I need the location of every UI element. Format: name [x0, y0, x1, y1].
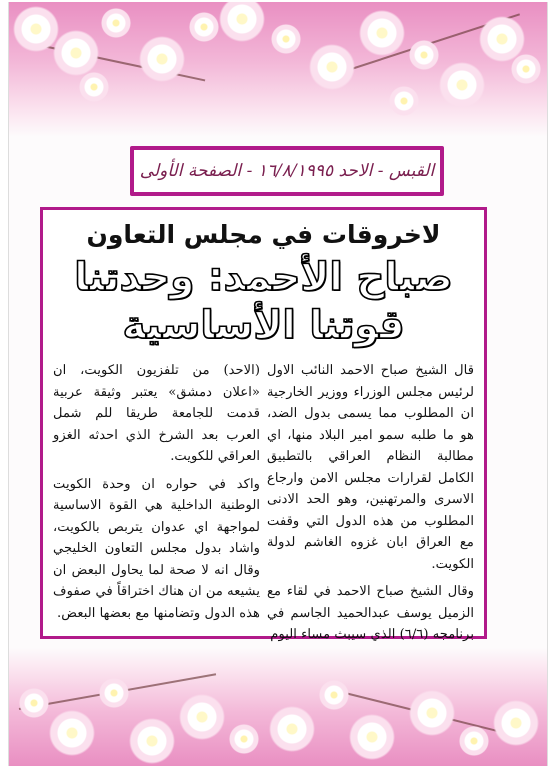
dateline-text: القبس - الاحد ١٦/٨/١٩٩٥ - الصفحة الأولى — [139, 161, 435, 181]
article-headline-line2: قوتنا الأساسية — [122, 303, 405, 348]
article-paragraph: وقال الشيخ صباح الاحمد في لقاء مع الزميل يوسف عبدالحميد الجاسم في برنامجه (٦/٦) الذي سيبث مساء اليوم — [267, 584, 474, 642]
handwritten-dateline — [130, 146, 444, 196]
newspaper-clipping — [40, 207, 487, 642]
article-paragraph: (الاحد) من تلفزيون الكويت، ان «اعلان دمشق» يعتبر وثيقة عربية قدمت للجامعة طريقا للم شمل العرب بعد الشرخ الذي احدثه الغزو العراقي للكويت. — [53, 363, 260, 464]
article-paragraph: قال الشيخ صباح الاحمد النائب الاول لرئيس مجلس الوزراء ووزير الخارجية ان المطلوب مما يسمى بدول الضد، هو ما طلبه سمو امير البلاد منها، اي مطالبة النظام العراقي بالتطبيق الكامل لقرارات مجلس الامن وارجاع الاسرى والمرتهنين، وهو الحد الادنى المطلوب من هذه الدول التي وقفت مع العراق ابان غزوه الغاشم لدولة الكويت. — [267, 363, 474, 572]
article-column-right — [267, 360, 474, 646]
blossom-border-top — [9, 2, 547, 137]
article-column-left — [53, 360, 260, 624]
article-headline-line1: صباح الأحمد: وحدتنا — [74, 255, 453, 300]
article-kicker: لاخروقات في مجلس التعاون — [86, 220, 441, 249]
article-paragraph: واكد في حواره ان وحدة الكويت الوطنية الداخلية هي القوة الاساسية لمواجهة اي عدوان يتربص بالكويت، واشاد بدول مجلس التعاون الخليجي وقال انه لا صحة لما يحاول البعض ان يشيعه من ان هناك اختراقاً في صفوف هذه الدول وتضامنها مع بعضها البعض. — [53, 476, 260, 621]
blossom-border-bottom — [9, 648, 547, 766]
